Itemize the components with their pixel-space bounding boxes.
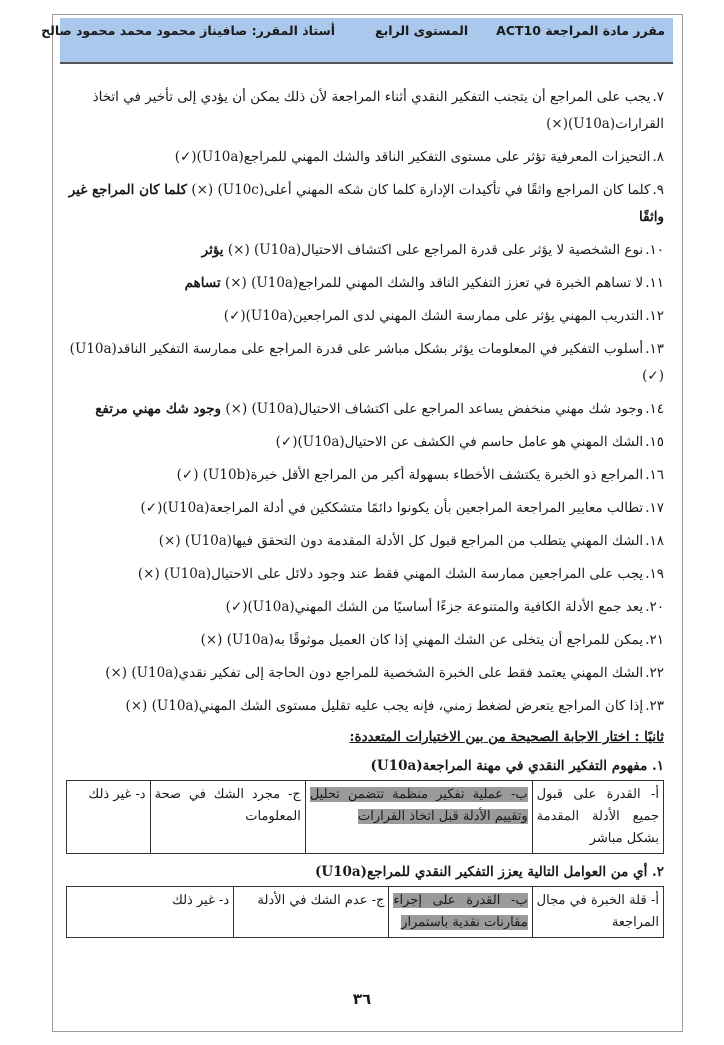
- statement-number: ١٤.: [645, 401, 664, 417]
- statement-text: التحيزات المعرفية تؤثر على مستوى التفكير الناقد والشك المهني للمراجع(U10a)(✓): [174, 149, 651, 165]
- mcq-1-title: ١. مفهوم التفكير النقدي في مهنة المراجعة(U10a): [370, 758, 664, 774]
- statement-number: ١٠.: [645, 242, 664, 258]
- statement-item: [66, 144, 664, 171]
- page-number: ٣٦: [352, 990, 372, 1008]
- statement-correction: يؤثر: [201, 242, 224, 258]
- mcq-1-options: [66, 780, 664, 854]
- statement-number: ١٥.: [645, 434, 664, 450]
- statement-number: ٢٢.: [645, 665, 664, 681]
- statement-text: يجب على المراجعين ممارسة الشك المهني فقط عند وجود دلائل على الاحتيال(U10a) (×): [137, 566, 644, 582]
- statement-number: ١٦.: [645, 467, 664, 483]
- statement-number: ٢٠.: [645, 599, 664, 615]
- statement-text: يمكن للمراجع أن يتخلى عن الشك المهني إذا كان العميل موثوقًا به(U10a) (×): [200, 632, 644, 648]
- statement-number: ١٧.: [645, 500, 664, 516]
- header-instructor: أستاذ المقرر: صافيناز محمود محمد محمود صالح: [41, 23, 336, 38]
- statement-correction: كلما كان المراجع غير واثقًا: [68, 182, 664, 225]
- statement-text: الشك المهني يعتمد فقط على الخبرة الشخصية للمراجع دون الحاجة إلى تفكير نقدي(U10a) (×): [105, 665, 644, 681]
- statement-text: نوع الشخصية لا يؤثر على قدرة المراجع على اكتشاف الاحتيال(U10a) (×): [227, 242, 644, 258]
- statement-item: [66, 429, 664, 456]
- statement-number: ٧.: [652, 89, 664, 105]
- statement-text: إذا كان المراجع يتعرض لضغط زمني، فإنه يجب عليه تقليل مستوى الشك المهني(U10a) (×): [125, 698, 644, 714]
- document-content: [66, 84, 664, 944]
- header-level: المستوى الرابع: [375, 23, 469, 38]
- mcq-1-option-d: د- غير ذلك: [67, 781, 151, 854]
- statement-text: الشك المهني هو عامل حاسم في الكشف عن الاحتيال(U10a)(✓): [275, 434, 644, 450]
- statement-text: المراجع ذو الخبرة يكتشف الأخطاء بسهولة أكبر من المراجع الأقل خبرة(U10b) (✓): [176, 467, 644, 483]
- statement-item: [66, 303, 664, 330]
- mcq-1-option-a: أ- القدرة على قبول جميع الأدلة المقدمة بشكل مباشر: [532, 781, 663, 854]
- statement-correction: وجود شك مهني مرتفع: [95, 401, 222, 417]
- statement-item: [66, 336, 664, 390]
- statement-number: ١٨.: [645, 533, 664, 549]
- statement-text: التدريب المهني يؤثر على ممارسة الشك المهني لدى المراجعين(U10a)(✓): [223, 308, 644, 324]
- statement-item: [66, 495, 664, 522]
- statement-number: ١٢.: [645, 308, 664, 324]
- statement-text: كلما كان المراجع واثقًا في تأكيدات الإدارة كلما كان شكه المهني أعلى(U10c) (×): [191, 182, 651, 198]
- statement-number: ١٣.: [645, 341, 664, 357]
- statement-item: [66, 462, 664, 489]
- header-divider: [60, 62, 673, 64]
- mcq-2-option-d: د- غير ذلك: [67, 887, 234, 938]
- mcq-1-option-c: ج- مجرد الشك في صحة المعلومات: [150, 781, 305, 854]
- statement-item: [66, 627, 664, 654]
- statement-text: تطالب معايير المراجعة المراجعين بأن يكونوا دائمًا متشككين في أدلة المراجعة(U10a)(✓): [140, 500, 644, 516]
- statement-number: ٩.: [652, 182, 664, 198]
- statement-item: [66, 84, 664, 138]
- statement-number: ١١.: [645, 275, 664, 291]
- statement-text: أسلوب التفكير في المعلومات يؤثر بشكل مباشر على قدرة المراجع على ممارسة التفكير الناقد(U10a) (✓): [69, 341, 664, 384]
- true-false-list: [66, 84, 664, 720]
- statement-item: [66, 270, 664, 297]
- statement-item: [66, 237, 664, 264]
- statement-item: [66, 177, 664, 231]
- mcq-2-option-b-text: ب- القدرة على إجراء مقارنات نقدية باستمرار: [393, 893, 528, 930]
- statement-text: يعد جمع الأدلة الكافية والمتنوعة جزءًا أساسيًا من الشك المهني(U10a)(✓): [225, 599, 644, 615]
- statement-number: ٨.: [652, 149, 664, 165]
- statement-item: [66, 693, 664, 720]
- statement-item: [66, 528, 664, 555]
- mcq-2-option-b: [389, 887, 532, 938]
- statement-text: الشك المهني يتطلب من المراجع قبول كل الأدلة المقدمة دون التحقق فيها(U10a) (×): [158, 533, 644, 549]
- statement-item: [66, 561, 664, 588]
- statement-correction: تساهم: [184, 275, 221, 291]
- statement-number: ٢٣.: [645, 698, 664, 714]
- mcq-1-option-b: [305, 781, 532, 854]
- statement-item: [66, 396, 664, 423]
- statement-text: وجود شك مهني منخفض يساعد المراجع على اكتشاف الاحتيال(U10a) (×): [225, 401, 644, 417]
- header-course: مقرر مادة المراجعة ACT10: [496, 23, 665, 38]
- statement-number: ١٩.: [645, 566, 664, 582]
- section-2-title: ثانيًا : اختار الاجابة الصحيحة من بين الاختيارات المتعددة:: [349, 729, 664, 745]
- statement-text: لا تساهم الخبرة في تعزز التفكير الناقد والشك المهني للمراجع(U10a) (×): [224, 275, 644, 291]
- mcq-2-title: ٢. أي من العوامل التالية يعزز التفكير النقدي للمراجع(U10a): [314, 864, 664, 880]
- mcq-2-option-c: ج- عدم الشك في الأدلة: [234, 887, 389, 938]
- page-header: [41, 18, 673, 62]
- statement-item: [66, 660, 664, 687]
- mcq-2-options: [66, 886, 664, 938]
- mcq-1-option-b-text: ب- عملية تفكير منظمة تتضمن تحليل وتقييم الأدلة قبل اتخاذ القرارات: [309, 787, 528, 824]
- statement-number: ٢١.: [645, 632, 664, 648]
- statement-text: يجب على المراجع أن يتجنب التفكير النقدي أثناء المراجعة لأن ذلك يمكن أن يؤدي إلى تأخير في اتخاذ القرارات(U10a)(×): [92, 89, 664, 132]
- mcq-2-option-a: أ- قلة الخبرة في مجال المراجعة: [532, 887, 663, 938]
- statement-item: [66, 594, 664, 621]
